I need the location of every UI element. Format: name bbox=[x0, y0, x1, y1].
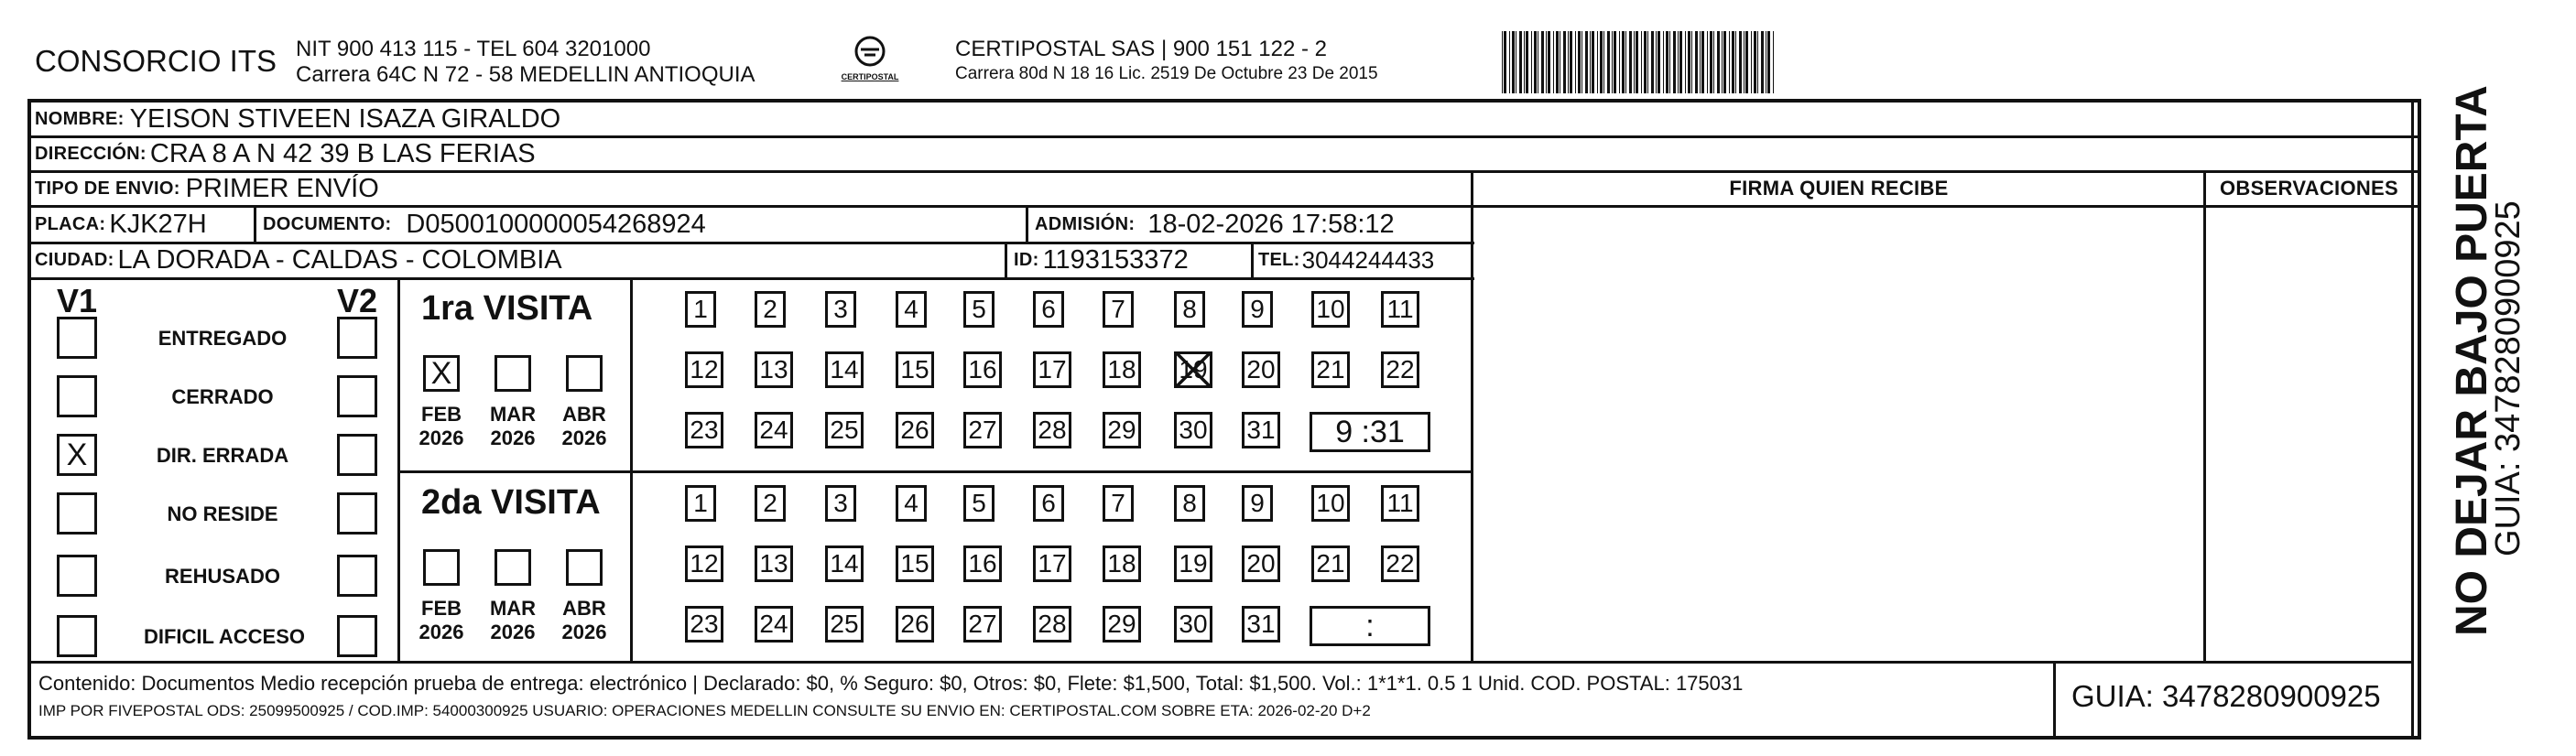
carrier-name: CERTIPOSTAL SAS | 900 151 122 - 2 bbox=[955, 37, 1327, 61]
tipo-value: PRIMER ENVÍO bbox=[185, 173, 379, 203]
month-year: 2026 bbox=[490, 427, 536, 449]
tel-value: 3044244433 bbox=[1301, 245, 1435, 274]
side-frame bbox=[2418, 99, 2421, 740]
day-box[interactable]: 17 bbox=[1033, 351, 1071, 388]
day-box[interactable]: 7 bbox=[1103, 291, 1134, 328]
footer-contenido: Contenido: Documentos Medio recepción prueba de entrega: electrónico | Declarado: $0, % Seguro: $0, Otros: $0, Flete: $1,500, Total: $1,500. Vol.: 1*1*1. 0.5 1 Unid. COD. POSTAL: 175031 bbox=[38, 672, 1744, 695]
day-box[interactable]: 22 bbox=[1381, 351, 1419, 388]
carrier-address: Carrera 80d N 18 16 Lic. 2519 De Octubre 23 De 2015 bbox=[955, 64, 1378, 83]
observaciones-area[interactable] bbox=[2207, 209, 2411, 661]
month-year: 2026 bbox=[418, 427, 464, 449]
visit-title: 1ra VISITA bbox=[421, 289, 593, 328]
status-label: DIR. ERRADA bbox=[156, 444, 289, 467]
day-box[interactable]: 28 bbox=[1033, 412, 1071, 448]
time-box[interactable]: 9 :31 bbox=[1310, 412, 1430, 452]
month-name: ABR bbox=[562, 403, 606, 426]
status-v2-checkbox[interactable] bbox=[337, 434, 377, 476]
month-checkbox[interactable] bbox=[423, 549, 460, 586]
status-v1-checkbox[interactable] bbox=[57, 375, 97, 417]
day-box[interactable]: 20 bbox=[1242, 351, 1280, 388]
day-box[interactable]: 20 bbox=[1242, 545, 1280, 582]
logo-text: CERTIPOSTAL bbox=[841, 72, 899, 81]
month-checkbox[interactable] bbox=[495, 549, 531, 586]
day-box[interactable]: 9 bbox=[1242, 291, 1273, 328]
tel-label: TEL: bbox=[1258, 249, 1300, 270]
direccion-value: CRA 8 A N 42 39 B LAS FERIAS bbox=[149, 138, 536, 168]
day-box[interactable]: 2 bbox=[755, 291, 786, 328]
day-box[interactable]: 18 bbox=[1103, 351, 1141, 388]
nombre-label: NOMBRE: bbox=[35, 108, 125, 129]
barcode bbox=[1502, 31, 2225, 93]
side-guia: GUIA: 3478280900925 bbox=[2489, 200, 2527, 556]
status-v2-checkbox[interactable] bbox=[337, 492, 377, 535]
day-box[interactable]: 5 bbox=[963, 485, 995, 522]
day-box[interactable]: 15 bbox=[896, 351, 934, 388]
month-name: FEB bbox=[421, 403, 462, 426]
day-box[interactable]: 8 bbox=[1174, 485, 1205, 522]
day-box[interactable]: 11 bbox=[1381, 291, 1419, 328]
barcode-bar bbox=[1774, 31, 1776, 93]
day-box[interactable]: 30 bbox=[1174, 412, 1212, 448]
admision-value: 18-02-2026 17:58:12 bbox=[1147, 209, 1395, 239]
id-label: ID: bbox=[1014, 249, 1039, 270]
month-checkbox[interactable] bbox=[495, 355, 531, 392]
placa-row bbox=[35, 208, 207, 241]
documento-value: D0500100000054268924 bbox=[406, 209, 706, 239]
day-box[interactable]: 4 bbox=[896, 485, 927, 522]
ciudad-row bbox=[35, 243, 562, 276]
footer-imp: IMP POR FIVEPOSTAL ODS: 25099500925 / COD.IMP: 54000300925 USUARIO: OPERACIONES MEDELLIN CONSULTE SU ENVIO EN: CERTIPOSTAL.COM SOBRE ETA: 2026-02-20 D+2 bbox=[38, 702, 1371, 719]
company-address: Carrera 64C N 72 - 58 MEDELLIN ANTIOQUIA bbox=[296, 62, 755, 87]
tipo-label: TIPO DE ENVIO: bbox=[35, 178, 180, 199]
day-box[interactable]: 6 bbox=[1033, 291, 1064, 328]
direccion-label: DIRECCIÓN: bbox=[35, 143, 147, 164]
day-box[interactable]: 1 bbox=[685, 291, 716, 328]
v2-header: V2 bbox=[337, 282, 378, 319]
day-box[interactable]: 21 bbox=[1311, 351, 1350, 388]
footer-guia: GUIA: 3478280900925 bbox=[2071, 679, 2381, 713]
status-label: REHUSADO bbox=[165, 565, 280, 588]
company-nit: NIT 900 413 115 - TEL 604 3201000 bbox=[296, 37, 651, 61]
day-box[interactable]: 7 bbox=[1103, 485, 1134, 522]
month-name: ABR bbox=[562, 597, 606, 620]
tipo-envio-row bbox=[35, 172, 379, 205]
day-box[interactable]: 16 bbox=[963, 545, 1002, 582]
day-box[interactable]: 12 bbox=[685, 545, 723, 582]
day-box[interactable]: 23 bbox=[685, 412, 723, 448]
tel-row bbox=[1258, 243, 1434, 276]
certipostal-logo-icon bbox=[852, 35, 888, 68]
ciudad-label: CIUDAD: bbox=[35, 249, 114, 270]
documento-label: DOCUMENTO: bbox=[263, 213, 392, 234]
status-v2-checkbox[interactable] bbox=[337, 375, 377, 417]
status-v2-checkbox[interactable] bbox=[337, 615, 377, 657]
status-v1-checkbox[interactable]: X bbox=[57, 434, 97, 476]
id-value: 1193153372 bbox=[1042, 244, 1189, 275]
day-box[interactable]: 24 bbox=[755, 606, 793, 643]
nombre-row bbox=[35, 103, 560, 135]
day-box[interactable]: 3 bbox=[825, 291, 856, 328]
day-box[interactable]: 15 bbox=[896, 545, 934, 582]
day-box[interactable]: 9 bbox=[1242, 485, 1273, 522]
day-box[interactable]: 13 bbox=[755, 545, 793, 582]
firma-quien-recibe-header: FIRMA QUIEN RECIBE bbox=[1729, 177, 1949, 200]
time-box[interactable]: : bbox=[1310, 606, 1430, 646]
status-v1-checkbox[interactable] bbox=[57, 492, 97, 535]
month-year: 2026 bbox=[490, 621, 536, 643]
documento-row bbox=[263, 208, 706, 241]
day-box[interactable]: 23 bbox=[685, 606, 723, 643]
id-row bbox=[1014, 243, 1189, 276]
day-box[interactable]: 25 bbox=[825, 606, 864, 643]
month-year: 2026 bbox=[561, 621, 607, 643]
day-box[interactable]: 19 bbox=[1174, 545, 1212, 582]
company-name: CONSORCIO ITS bbox=[35, 44, 277, 78]
day-box[interactable]: 26 bbox=[896, 606, 934, 643]
day-box[interactable]: 14 bbox=[825, 545, 864, 582]
side-title: NO DEJAR BAJO PUERTA bbox=[2448, 85, 2496, 636]
admision-label: ADMISIÓN: bbox=[1035, 213, 1136, 234]
status-v2-checkbox[interactable] bbox=[337, 555, 377, 597]
month-checkbox[interactable] bbox=[566, 549, 603, 586]
day-box[interactable]: 8 bbox=[1174, 291, 1205, 328]
ciudad-value: LA DORADA - CALDAS - COLOMBIA bbox=[117, 244, 562, 275]
day-box[interactable]: 6 bbox=[1033, 485, 1064, 522]
nombre-value: YEISON STIVEEN ISAZA GIRALDO bbox=[129, 103, 561, 134]
day-box[interactable]: 27 bbox=[963, 412, 1002, 448]
status-v1-checkbox[interactable] bbox=[57, 555, 97, 597]
month-name: MAR bbox=[489, 403, 537, 426]
month-name: FEB bbox=[421, 597, 462, 620]
day-box[interactable]: 25 bbox=[825, 412, 864, 448]
observaciones-header: OBSERVACIONES bbox=[2219, 177, 2398, 200]
day-box[interactable]: 28 bbox=[1033, 606, 1071, 643]
day-box[interactable]: 14 bbox=[825, 351, 864, 388]
day-box[interactable]: 30 bbox=[1174, 606, 1212, 643]
day-box[interactable]: 10 bbox=[1311, 485, 1350, 522]
month-year: 2026 bbox=[418, 621, 464, 643]
admision-row bbox=[1035, 208, 1395, 241]
day-box[interactable]: 17 bbox=[1033, 545, 1071, 582]
v1-header: V1 bbox=[57, 282, 98, 319]
day-box[interactable]: 27 bbox=[963, 606, 1002, 643]
day-box[interactable]: 31 bbox=[1242, 606, 1280, 643]
day-box[interactable]: 3 bbox=[825, 485, 856, 522]
day-box[interactable]: 24 bbox=[755, 412, 793, 448]
day-box[interactable]: 5 bbox=[963, 291, 995, 328]
firma-area[interactable] bbox=[1474, 209, 2203, 661]
day-box[interactable]: 2 bbox=[755, 485, 786, 522]
day-box[interactable]: 16 bbox=[963, 351, 1002, 388]
day-box[interactable]: 31 bbox=[1242, 412, 1280, 448]
status-v1-checkbox[interactable] bbox=[57, 615, 97, 657]
status-v1-checkbox[interactable] bbox=[57, 317, 97, 359]
status-label: NO RESIDE bbox=[167, 502, 278, 525]
day-box[interactable]: 18 bbox=[1103, 545, 1141, 582]
day-box[interactable]: 29 bbox=[1103, 606, 1141, 643]
day-box[interactable]: 11 bbox=[1381, 485, 1419, 522]
status-label: CERRADO bbox=[171, 385, 274, 408]
day-box[interactable]: 22 bbox=[1381, 545, 1419, 582]
day-box[interactable]: 10 bbox=[1311, 291, 1350, 328]
day-box[interactable]: 1 bbox=[685, 485, 716, 522]
placa-value: KJK27H bbox=[109, 209, 207, 239]
status-v2-checkbox[interactable] bbox=[337, 317, 377, 359]
status-label: ENTREGADO bbox=[158, 327, 288, 350]
day-box[interactable]: 4 bbox=[896, 291, 927, 328]
day-box[interactable]: 21 bbox=[1311, 545, 1350, 582]
placa-label: PLACA: bbox=[35, 213, 106, 234]
day-box[interactable]: 29 bbox=[1103, 412, 1141, 448]
day-box[interactable]: 26 bbox=[896, 412, 934, 448]
month-checkbox[interactable]: X bbox=[423, 355, 460, 392]
direccion-row bbox=[35, 137, 536, 170]
month-name: MAR bbox=[489, 597, 537, 620]
day-box[interactable]: 12 bbox=[685, 351, 723, 388]
visit-title: 2da VISITA bbox=[421, 483, 601, 522]
day-box[interactable]: 13 bbox=[755, 351, 793, 388]
month-year: 2026 bbox=[561, 427, 607, 449]
month-checkbox[interactable] bbox=[566, 355, 603, 392]
day-box[interactable]: 19 bbox=[1174, 351, 1212, 388]
status-label: DIFICIL ACCESO bbox=[143, 625, 305, 648]
certipostal-logo bbox=[829, 35, 911, 99]
